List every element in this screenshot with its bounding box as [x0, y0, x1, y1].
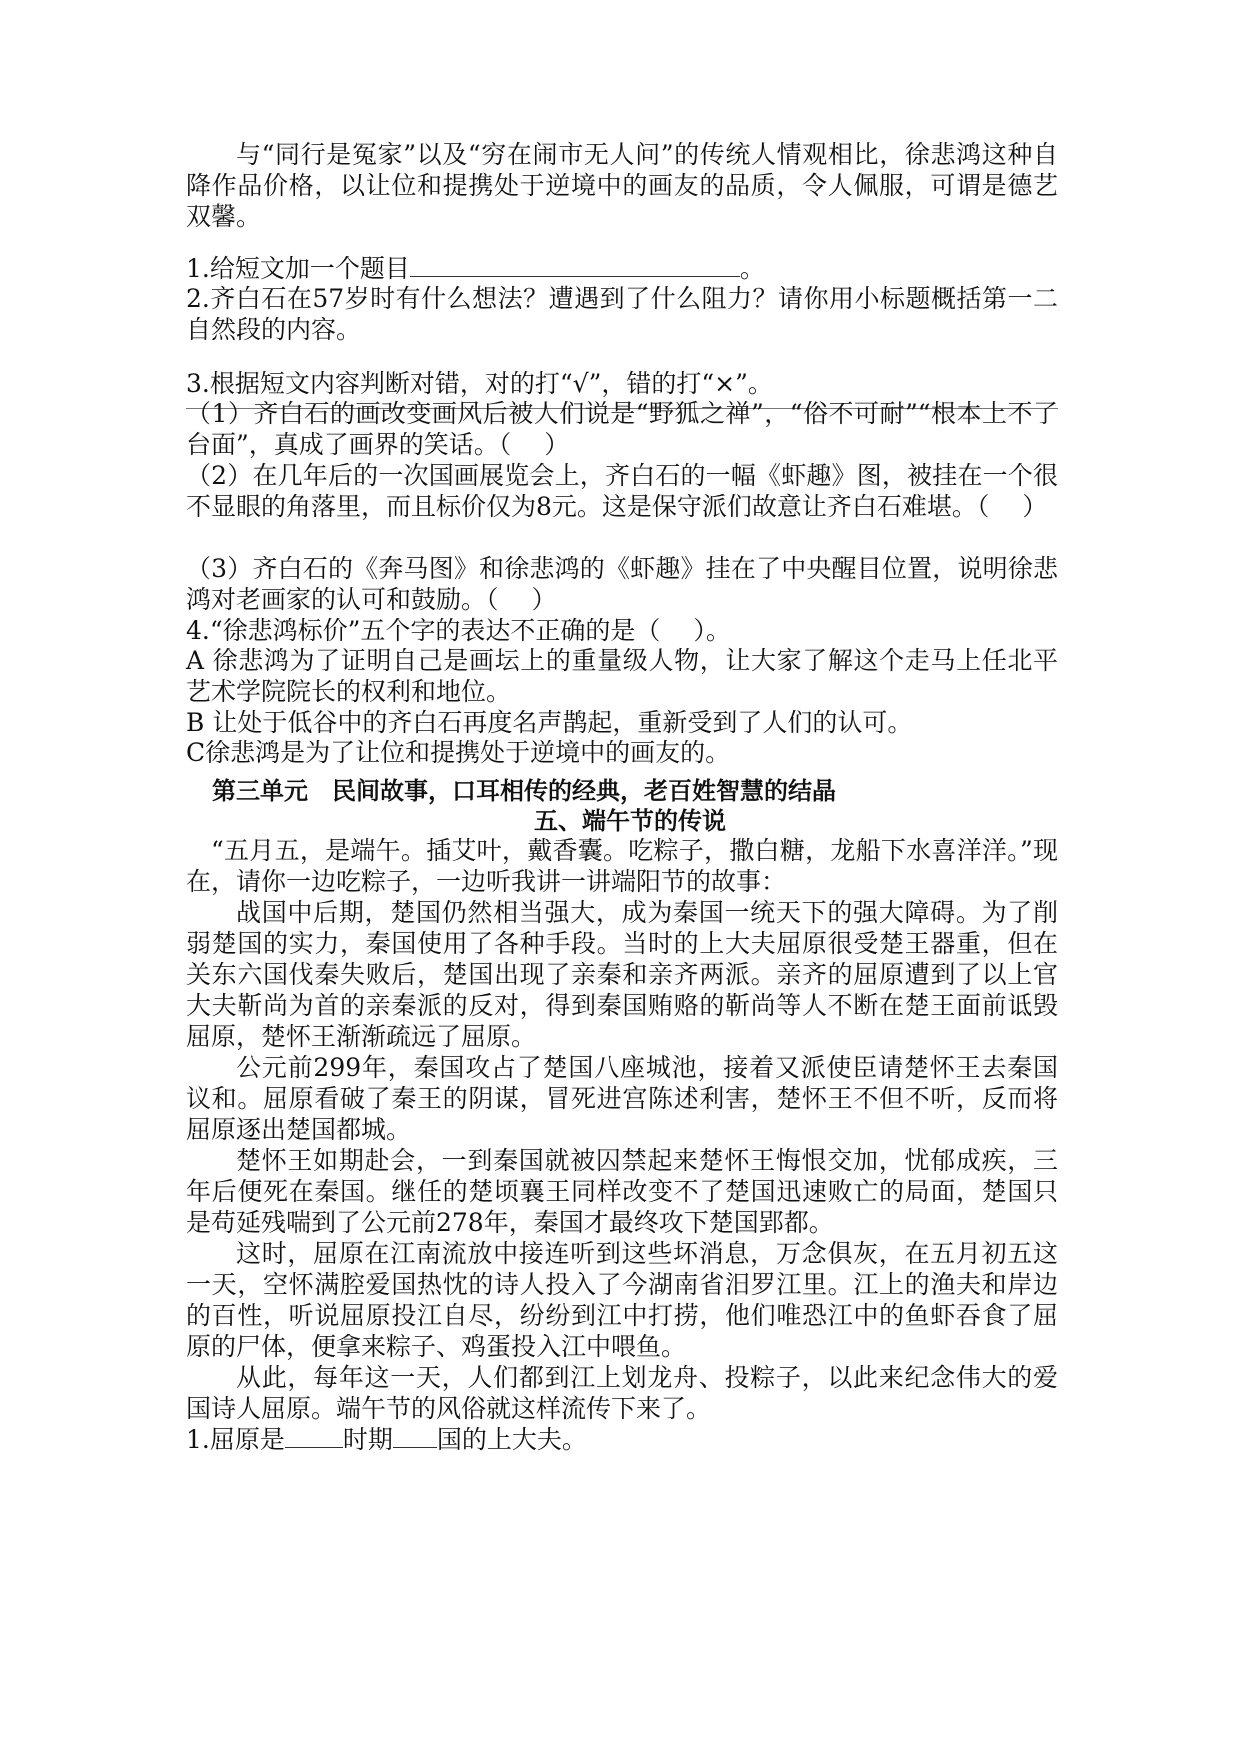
question-3-item-1: （1）齐白石的画改变画风后被人们说是“野狐之禅”，“俗不可耐”“根本上不了台面”，真成了画界的笑话。（ ）	[186, 399, 1058, 459]
unit-heading: 第三单元 民间故事，口耳相传的经典，老百姓智慧的结晶	[212, 777, 836, 805]
q1-suffix: 。	[739, 254, 765, 283]
answer-blank-title[interactable]	[410, 254, 740, 277]
answer-blank-state[interactable]	[393, 1425, 437, 1448]
question-4: 4.“徐悲鸿标价”五个字的表达不正确的是（ ）。	[186, 616, 731, 645]
story-paragraph: 楚怀王如期赴会，一到秦国就被囚禁起来楚怀王悔恨交加，忧郁成疾，三年后便死在秦国。继任的楚顷襄王同样改变不了楚国迅速败亡的局面，楚国只是苟延残喘到了公元前278年，秦国才最终攻下楚国郢都。	[186, 1146, 1058, 1237]
story-paragraph: 这时，屈原在江南流放中接连听到这些坏消息，万念俱灰，在五月初五这一天，空怀满腔爱国热忱的诗人投入了今湖南省汨罗江里。江上的渔夫和岸边的百性，听说屈原投江自尽，纷纷到江中打捞，他们唯恐江中的鱼虾吞食了屈原的尸体，便拿来粽子、鸡蛋投入江中喂鱼。	[186, 1239, 1058, 1361]
answer-blank-period[interactable]	[285, 1425, 343, 1448]
story-question-1	[186, 1424, 1058, 1455]
question-3: 3.根据短文内容判断对错，对的打“√”，错的打“×”。	[186, 369, 773, 398]
q1-text: 1.给短文加一个题目	[186, 254, 410, 283]
lesson-title: 五、端午节的传说	[534, 807, 726, 835]
option-a: A 徐悲鸿为了证明自己是画坛上的重量级人物，让大家了解这个走马上任北平艺术学院院长的权利和地位。	[186, 646, 1058, 706]
story-paragraph: “五月五，是端午。插艾叶，戴香囊。吃粽子，撒白糖，龙船下水喜洋洋。”现在，请你一边吃粽子，一边听我讲一讲端阳节的故事：	[186, 836, 1058, 896]
q1-mid: 时期	[342, 1425, 393, 1454]
option-c: C徐悲鸿是为了让位和提携处于逆境中的画友的。	[186, 738, 731, 767]
story-paragraph: 从此，每年这一天，人们都到江上划龙舟、投粽子，以此来纪念伟大的爱国诗人屈原。端午节的风俗就这样流传下来了。	[186, 1363, 1058, 1423]
question-3-item-2: （2）在几年后的一次国画展览会上，齐白石的一幅《虾趣》图，被挂在一个很不显眼的角落里，而且标价仅为8元。这是保守派们故意让齐白石难堪。（ ）	[186, 461, 1058, 521]
story-paragraph: 战国中后期，楚国仍然相当强大，成为秦国一统天下的强大障碍。为了削弱楚国的实力，秦国使用了各种手段。当时的上大夫屈原很受楚王器重，但在关东六国伐秦失败后，楚国出现了亲秦和亲齐两派。亲齐的屈原遭到了以上官大夫靳尚为首的亲秦派的反对，得到秦国贿赂的靳尚等人不断在楚王面前诋毁屈原，楚怀王渐渐疏远了屈原。	[186, 898, 1058, 1051]
q1-suffix: 国的上大夫。	[436, 1425, 587, 1454]
q1-prefix: 1.屈原是	[186, 1425, 285, 1454]
question-2: 2.齐白石在57岁时有什么想法？遭遇到了什么阻力？请你用小标题概括第一二自然段的内容。	[186, 284, 1058, 344]
option-b: B 让处于低谷中的齐白石再度名声鹊起，重新受到了人们的认可。	[186, 708, 913, 737]
passage-ending: 与“同行是冤家”以及“穷在闹市无人问”的传统人情观相比，徐悲鸿这种自降作品价格，以让位和提携处于逆境中的画友的品质，令人佩服，可谓是德艺双馨。	[186, 140, 1058, 231]
story-paragraph: 公元前299年，秦国攻占了楚国八座城池，接着又派使臣请楚怀王去秦国议和。屈原看破了秦王的阴谋，冒死进宫陈述利害，楚怀王不但不听，反而将屈原逐出楚国都城。	[186, 1053, 1058, 1144]
question-1	[186, 253, 1058, 284]
question-3-item-3: （3）齐白石的《奔马图》和徐悲鸿的《虾趣》挂在了中央醒目位置，说明徐悲鸿对老画家的认可和鼓励。（ ）	[186, 554, 1058, 614]
